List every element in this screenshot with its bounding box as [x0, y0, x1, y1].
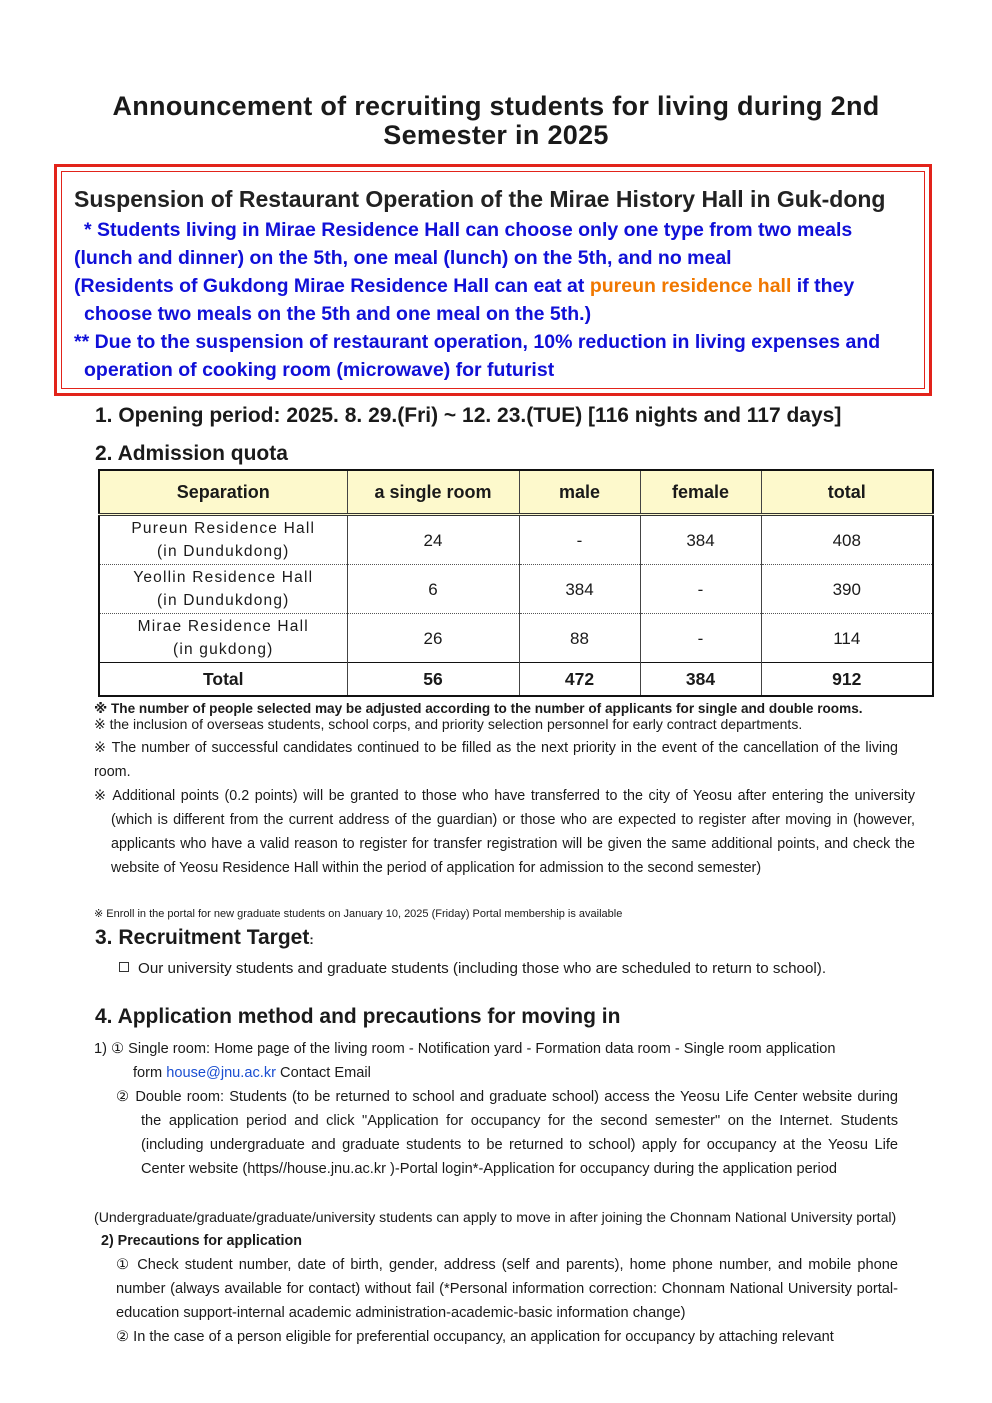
note-inclusion: ※ the inclusion of overseas students, school corps, and priority selection personnel for early contract departments.	[94, 716, 803, 732]
notice-line-6: operation of cooking room (microwave) for futurist	[84, 359, 555, 381]
hall-name: Yeollin Residence Hall	[133, 569, 314, 586]
table-cell: 408	[761, 515, 933, 565]
table-cell: 390	[761, 565, 933, 614]
hall-location: (in Dundukdong)	[156, 592, 290, 609]
table-header: female	[640, 470, 761, 515]
recruitment-target-text: Our university students and graduate students (including those who are scheduled to return to school).	[138, 960, 827, 977]
table-header-row	[99, 470, 933, 515]
table-cell: 6	[347, 565, 519, 614]
hall-name: Mirae Residence Hall	[137, 618, 309, 635]
precaution-item-2: ② In the case of a person eligible for preferential occupancy, an application for occupancy by attaching relevant	[116, 1329, 834, 1345]
single-room-instruction: 1) ① Single room: Home page of the living room - Notification yard - Formation data room - Single room application	[94, 1041, 836, 1057]
page-title-line2: Semester in 2025	[383, 120, 609, 150]
table-cell-total-label: Total	[99, 663, 347, 697]
section-recruitment-target-label: 3. Recruitment Target	[95, 926, 310, 949]
section-admission-quota: 2. Admission quota	[95, 442, 288, 465]
hall-name: Pureun Residence Hall	[131, 520, 316, 537]
table-cell: -	[519, 515, 640, 565]
note-portal-enroll: ※ Enroll in the portal for new graduate students on January 10, 2025 (Friday) Portal membership is available	[94, 908, 623, 920]
form-suffix: Contact Email	[275, 1065, 371, 1081]
form-prefix: form	[133, 1065, 167, 1081]
precaution-item-1: ① Check student number, date of birth, gender, address (self and parents), home phone number, and mobile phone number (always available for contact) without fail (*Personal information correction: Chonnam National University portal-education support-internal academic administration-academic-basic information change)	[116, 1257, 898, 1321]
table-header: male	[519, 470, 640, 515]
admission-quota-table	[98, 469, 934, 697]
table-cell: 56	[347, 663, 519, 697]
hall-location: (in Dundukdong)	[156, 543, 290, 560]
table-cell: -	[640, 565, 761, 614]
precautions-heading: 2) Precautions for application	[101, 1233, 302, 1249]
note-adjustment: ※ The number of people selected may be adjusted according to the number of applicants for single and double rooms.	[94, 701, 863, 716]
table-row	[99, 614, 933, 663]
table-cell: 26	[347, 614, 519, 663]
table-header: a single room	[347, 470, 519, 515]
table-cell-name	[99, 614, 347, 663]
square-bullet-icon	[119, 962, 129, 972]
notice-line-3	[74, 272, 912, 300]
double-room-instruction: ② Double room: Students (to be returned to school and graduate school) access the Yeosu Life Center website during the application period and click "Application for occupancy for the second semester" on the Internet. Students (including undergraduate and graduate students to be returned to school) apply for occupancy at the Yeosu Life Center website (https//house.jnu.ac.kr )-Portal login*-Application for occupancy during the application period	[116, 1089, 898, 1177]
table-cell-name	[99, 515, 347, 565]
table-cell: 384	[519, 565, 640, 614]
table-header: Separation	[99, 470, 347, 515]
section-recruitment-target-colon: :	[309, 932, 314, 947]
note-cancellation: ※ The number of successful candidates continued to be filled as the next priority in the event of the cancellation of the living room.	[94, 740, 898, 780]
table-cell: 912	[761, 663, 933, 697]
notice-inner-border	[61, 171, 925, 389]
page-title	[60, 92, 932, 150]
table-row	[99, 515, 933, 565]
table-cell: 472	[519, 663, 640, 697]
notice-highlight: pureun residence hall	[589, 275, 792, 297]
notice-line-4: choose two meals on the 5th and one meal on the 5th.)	[84, 303, 592, 325]
page-title-line1: Announcement of recruiting students for living during 2nd	[112, 91, 880, 121]
table-cell: -	[640, 614, 761, 663]
table-header: total	[761, 470, 933, 515]
table-cell: 384	[640, 515, 761, 565]
table-cell: 88	[519, 614, 640, 663]
portal-join-note: (Undergraduate/graduate/graduate/university students can apply to move in after joining the Chonnam National University portal)	[94, 1209, 897, 1225]
table-row	[99, 565, 933, 614]
table-cell: 114	[761, 614, 933, 663]
notice-line-1: * Students living in Mirae Residence Hall can choose only one type from two meals	[84, 219, 853, 241]
notice-box	[54, 164, 932, 396]
section-application-method: 4. Application method and precautions for moving in	[95, 1005, 621, 1028]
single-room-form-line	[133, 1061, 898, 1085]
note-additional-points: ※ Additional points (0.2 points) will be granted to those who have transferred to the city of Yeosu after entering the university (which is different from the current address of the guardian) or those who are expected to register after moving in (however, applicants who have a valid reason to register for transfer registration will be given the same additional points, and check the website of Yeosu Residence Hall within the period of application for admission to the second semester)	[94, 788, 915, 876]
notice-line-3-pre: (Residents of Gukdong Mirae Residence Hall can eat at	[74, 275, 590, 297]
notice-heading: Suspension of Restaurant Operation of the Mirae History Hall in Guk-dong	[74, 186, 886, 212]
table-cell: 384	[640, 663, 761, 697]
section-recruitment-target	[95, 926, 314, 950]
section-opening-period: 1. Opening period: 2025. 8. 29.(Fri) ~ 12. 23.(TUE) [116 nights and 117 days]	[95, 404, 842, 427]
notice-line-2: (lunch and dinner) on the 5th, one meal (lunch) on the 5th, and no meal	[74, 247, 732, 269]
hall-location: (in gukdong)	[172, 641, 274, 658]
table-cell: 24	[347, 515, 519, 565]
notice-line-3-post: if they	[791, 275, 855, 297]
contact-email-link[interactable]: house@jnu.ac.kr	[166, 1065, 276, 1081]
table-cell-name	[99, 565, 347, 614]
notice-line-5: ** Due to the suspension of restaurant operation, 10% reduction in living expenses and	[74, 331, 881, 353]
recruitment-target-item	[119, 957, 909, 981]
table-total-row	[99, 663, 933, 697]
